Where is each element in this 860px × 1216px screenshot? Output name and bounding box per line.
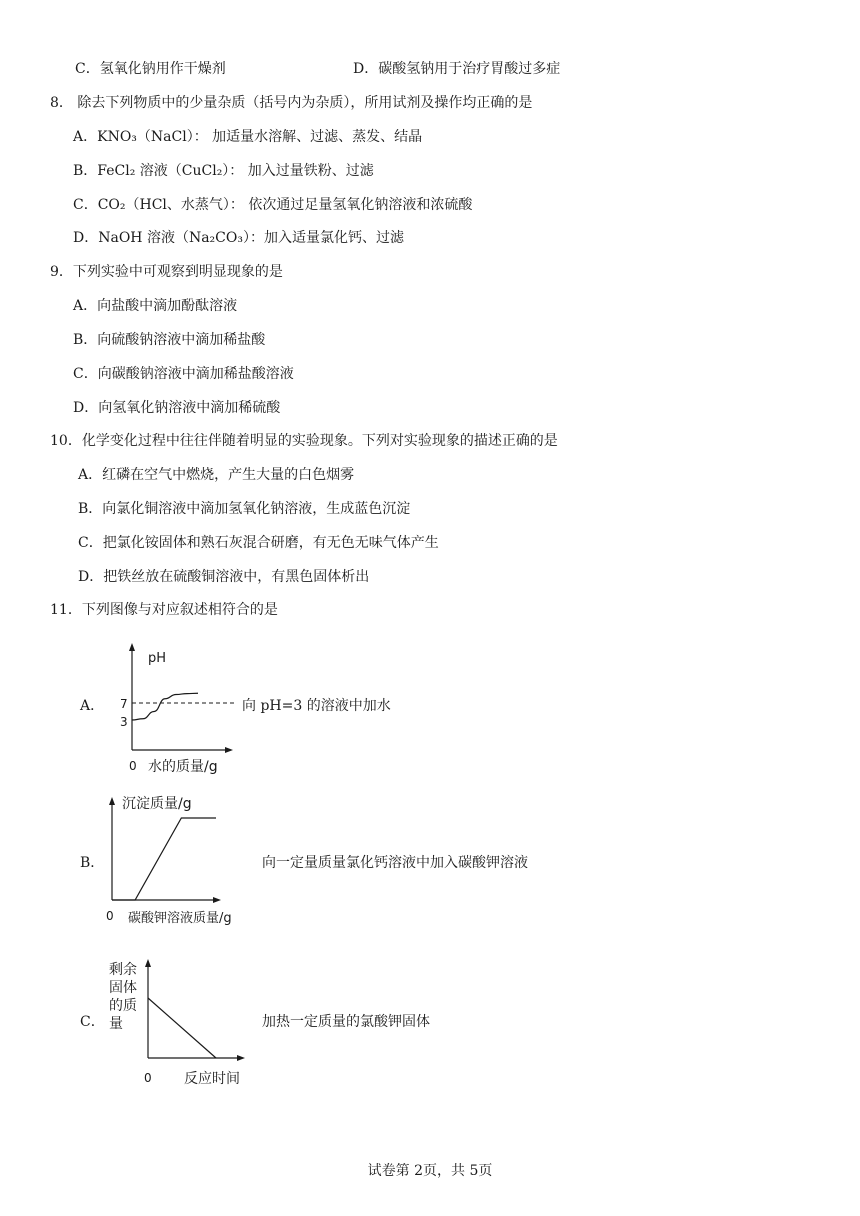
q9-stem: 9．下列实验中可观察到明显现象的是 xyxy=(50,264,283,280)
q10-stem: 10．化学变化过程中往往伴随着明显的实验现象。下列对实验现象的描述正确的是 xyxy=(50,433,558,449)
page-footer: 试卷第 2页，共 5页 xyxy=(367,1163,493,1179)
chart-a-origin: 0 xyxy=(129,759,137,773)
chart-b-svg xyxy=(100,790,260,930)
chart-b-series-line xyxy=(112,818,216,900)
chart-a-x-arrow xyxy=(225,747,233,753)
chart-b-origin: 0 xyxy=(106,909,114,923)
q7-option-c: C．氢氧化钠用作干燥剂 xyxy=(75,61,226,77)
chart-c-ylabel-line-4: 量 xyxy=(109,1016,123,1032)
chart-c xyxy=(100,952,260,1092)
chart-c-x-arrow xyxy=(237,1055,245,1061)
q11-option-b-label: B． xyxy=(80,855,105,871)
chart-b-x-arrow xyxy=(213,897,221,903)
chart-c-ylabel-line-3: 的质 xyxy=(109,998,137,1014)
chart-c-ylabel-line-1: 剩余 xyxy=(109,962,137,978)
q11-option-a-description: 向 pH=3 的溶液中加水 xyxy=(242,698,391,714)
q8-option-a: A．KNO₃（NaCl）： 加适量水溶解、过滤、蒸发、结晶 xyxy=(73,129,423,145)
q8-option-c: C．CO₂（HCl、水蒸气）： 依次通过足量氢氧化钠溶液和浓硫酸 xyxy=(73,197,473,213)
q8-option-d: D．NaOH 溶液（Na₂CO₃）：加入适量氯化钙、过滤 xyxy=(73,230,404,246)
chart-b xyxy=(100,790,260,930)
chart-a-ylabel: pH xyxy=(148,651,167,666)
q10-option-b: B．向氯化铜溶液中滴加氢氧化钠溶液，生成蓝色沉淀 xyxy=(78,501,411,517)
q11-option-c-description: 加热一定质量的氯酸钾固体 xyxy=(262,1014,430,1030)
chart-a xyxy=(100,640,240,780)
q11-option-a-label: A． xyxy=(80,698,105,714)
q9-option-d: D．向氢氧化钠溶液中滴加稀硫酸 xyxy=(73,400,281,416)
q10-option-c: C．把氯化铵固体和熟石灰混合研磨，有无色无味气体产生 xyxy=(78,535,439,551)
q9-option-a: A．向盐酸中滴加酚酞溶液 xyxy=(73,298,238,314)
chart-a-y-arrow xyxy=(129,643,135,651)
chart-b-ylabel: 沉淀质量/g xyxy=(122,796,192,812)
chart-c-series-line xyxy=(148,998,216,1058)
chart-b-y-arrow xyxy=(109,797,115,805)
chart-a-svg xyxy=(100,640,240,780)
chart-c-origin: 0 xyxy=(144,1071,152,1085)
q7-option-d: D．碳酸氢钠用于治疗胃酸过多症 xyxy=(353,61,561,77)
chart-a-xlabel: 水的质量/g xyxy=(148,759,218,775)
q8-option-b: B．FeCl₂ 溶液（CuCl₂）： 加入过量铁粉、过滤 xyxy=(73,163,374,179)
chart-a-ytick-3: 3 xyxy=(120,715,128,729)
q11-option-c-label: C． xyxy=(80,1014,105,1030)
chart-c-svg xyxy=(100,952,260,1092)
chart-c-xlabel: 反应时间 xyxy=(184,1071,240,1087)
chart-c-ylabel-line-2: 固体 xyxy=(109,980,137,996)
chart-a-series-line xyxy=(132,693,198,720)
q9-option-c: C．向碳酸钠溶液中滴加稀盐酸溶液 xyxy=(73,366,294,382)
q10-option-d: D．把铁丝放在硫酸铜溶液中，有黑色固体析出 xyxy=(78,569,370,585)
chart-b-xlabel: 碳酸钾溶液质量/g xyxy=(128,911,232,926)
chart-a-ytick-7: 7 xyxy=(120,697,128,711)
chart-c-y-arrow xyxy=(145,959,151,967)
q8-stem: 8． 除去下列物质中的少量杂质（括号内为杂质），所用试剂及操作均正确的是 xyxy=(50,95,533,111)
q11-stem: 11．下列图像与对应叙述相符合的是 xyxy=(50,602,278,618)
q10-option-a: A．红磷在空气中燃烧，产生大量的白色烟雾 xyxy=(78,467,355,483)
q11-option-b-description: 向一定量质量氯化钙溶液中加入碳酸钾溶液 xyxy=(262,855,528,871)
q9-option-b: B．向硫酸钠溶液中滴加稀盐酸 xyxy=(73,332,266,348)
